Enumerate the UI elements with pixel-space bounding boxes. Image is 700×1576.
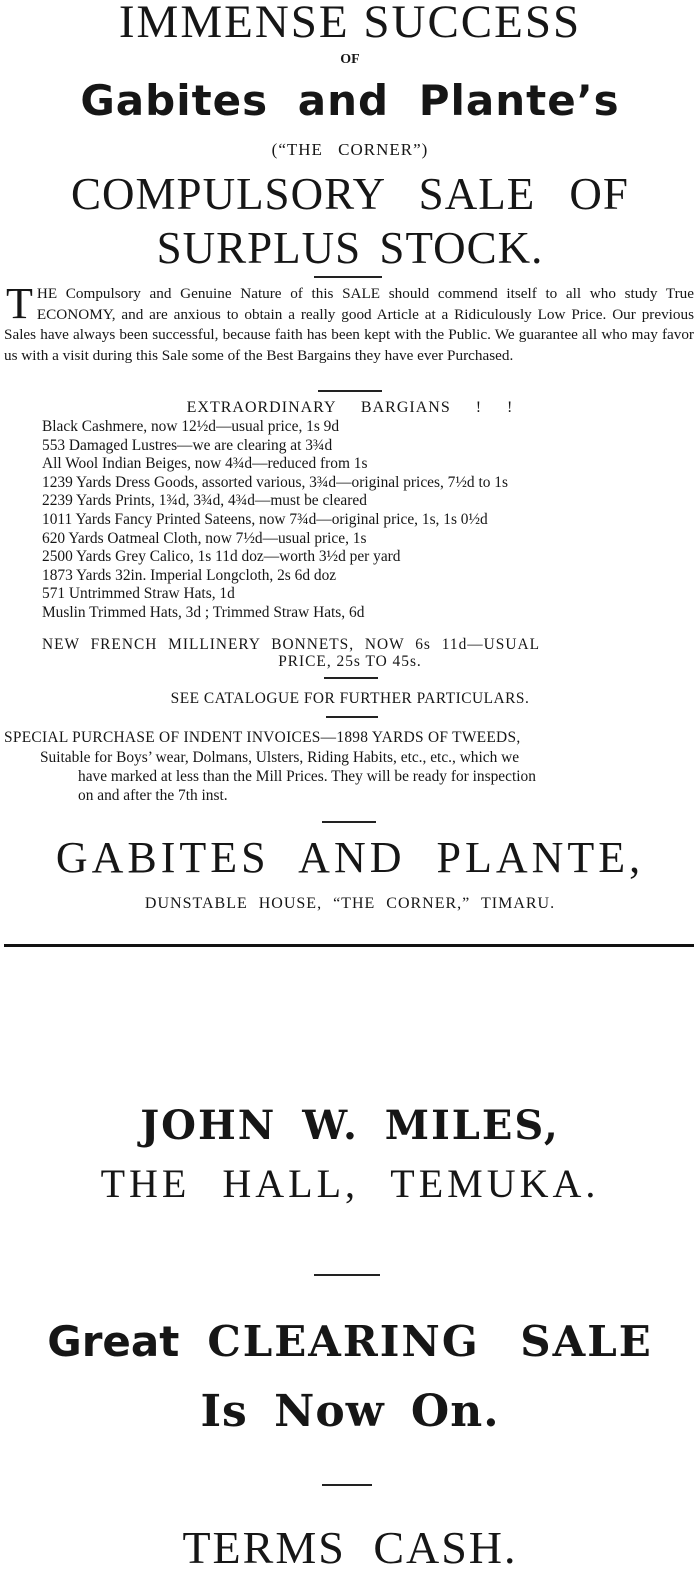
now-on-heading: Is Now On.	[200, 1386, 500, 1437]
bonnets-line-1: NEW FRENCH MILLINERY BONNETS, NOW 6s 11d—USUAL	[42, 636, 540, 653]
list-item: Black Cashmere, now 12½d—usual price, 1s 9d	[42, 418, 340, 435]
list-item: 553 Damaged Lustres—we are clearing at 3¾d	[42, 436, 333, 454]
drop-cap-letter: T	[6, 279, 33, 328]
list-item: 1873 Yards 32in. Imperial Longcloth, 2s 6d doz	[42, 566, 337, 584]
divider-rule	[324, 677, 378, 679]
list-item: 2500 Yards Grey Calico, 1s 11d doz—worth 3½d per yard	[42, 548, 401, 566]
list-item: 620 Yards Oatmeal Cloth, now 7½d—usual price, 1s	[42, 529, 367, 547]
clearing-sale-words: CLEARING SALE	[207, 1317, 653, 1366]
list-item: 2239 Yards Prints, 1¾d, 3¾d, 4¾d—must be cleared	[42, 492, 367, 510]
headline-of: OF	[340, 52, 360, 67]
headline-immense-success: IMMENSE SUCCESS	[118, 0, 582, 48]
divider-rule	[322, 1484, 372, 1486]
corner-subtitle: (“THE CORNER”)	[271, 140, 429, 159]
divider-rule	[314, 1274, 380, 1276]
firm-name-heading: Gabites and Plante’s	[80, 76, 620, 125]
john-miles-heading: JOHN W. MILES,	[140, 1102, 560, 1149]
list-item: 571 Untrimmed Straw Hats, 1d	[42, 585, 235, 603]
compulsory-sale-heading: COMPULSORY SALE OF	[71, 169, 629, 219]
column-separator-rule	[4, 944, 694, 947]
list-item: Muslin Trimmed Hats, 3d ; Trimmed Straw Hats, 6d	[42, 603, 365, 621]
clearing-sale-line	[0, 1312, 700, 1382]
list-item: 1011 Yards Fancy Printed Sateens, now 7¾d—original price, 1s, 1s 0½d	[42, 510, 488, 528]
divider-rule	[326, 716, 378, 718]
special-purchase-line-1: SPECIAL PURCHASE OF INDENT INVOICES—1898 YARDS OF TWEEDS,	[4, 729, 521, 746]
terms-cash-heading: TERMS CASH.	[182, 1522, 518, 1573]
bargains-heading: EXTRAORDINARY BARGIANS ! !	[186, 399, 514, 416]
shop-address: DUNSTABLE HOUSE, “THE CORNER,” TIMARU.	[144, 895, 556, 912]
intro-text: HE Compulsory and Genuine Nature of this SALE should commend itself to all who study True ECONOMY, and are anxious to obtain a really good Article at a Ridiculously Low Price. Our previous Sales have always been successful, because faith has been kept with the Public. We guarantee all who may favor us with a visit during this Sale some of the Best Bargains they have ever Purchased.	[4, 285, 694, 364]
surplus-stock-heading: SURPLUS STOCK.	[156, 223, 544, 273]
special-purchase-line-4: on and after the 7th inst.	[78, 787, 228, 804]
list-item: 1239 Yards Dress Goods, assorted various, 3¾d—original prices, 7½d to 1s	[42, 473, 508, 491]
hall-temuka-heading: THE HALL, TEMUKA.	[100, 1161, 600, 1206]
divider-rule	[322, 821, 376, 823]
divider-rule	[314, 276, 382, 278]
bonnets-line-2: PRICE, 25s TO 45s.	[278, 653, 422, 670]
list-item: All Wool Indian Beiges, now 4¾d—reduced from 1s	[42, 455, 368, 473]
special-purchase-line-2: Suitable for Boys’ wear, Dolmans, Ulsters, Riding Habits, etc., etc., which we	[40, 749, 520, 766]
intro-paragraph	[4, 279, 694, 366]
special-purchase-line-3: have marked at less than the Mill Prices. They will be ready for inspection	[78, 768, 536, 785]
catalogue-note: SEE CATALOGUE FOR FURTHER PARTICULARS.	[170, 690, 530, 707]
bargains-list	[42, 418, 682, 623]
great-word: Great	[47, 1317, 180, 1366]
divider-rule	[318, 390, 382, 392]
signature-heading: GABITES AND PLANTE,	[55, 833, 645, 882]
